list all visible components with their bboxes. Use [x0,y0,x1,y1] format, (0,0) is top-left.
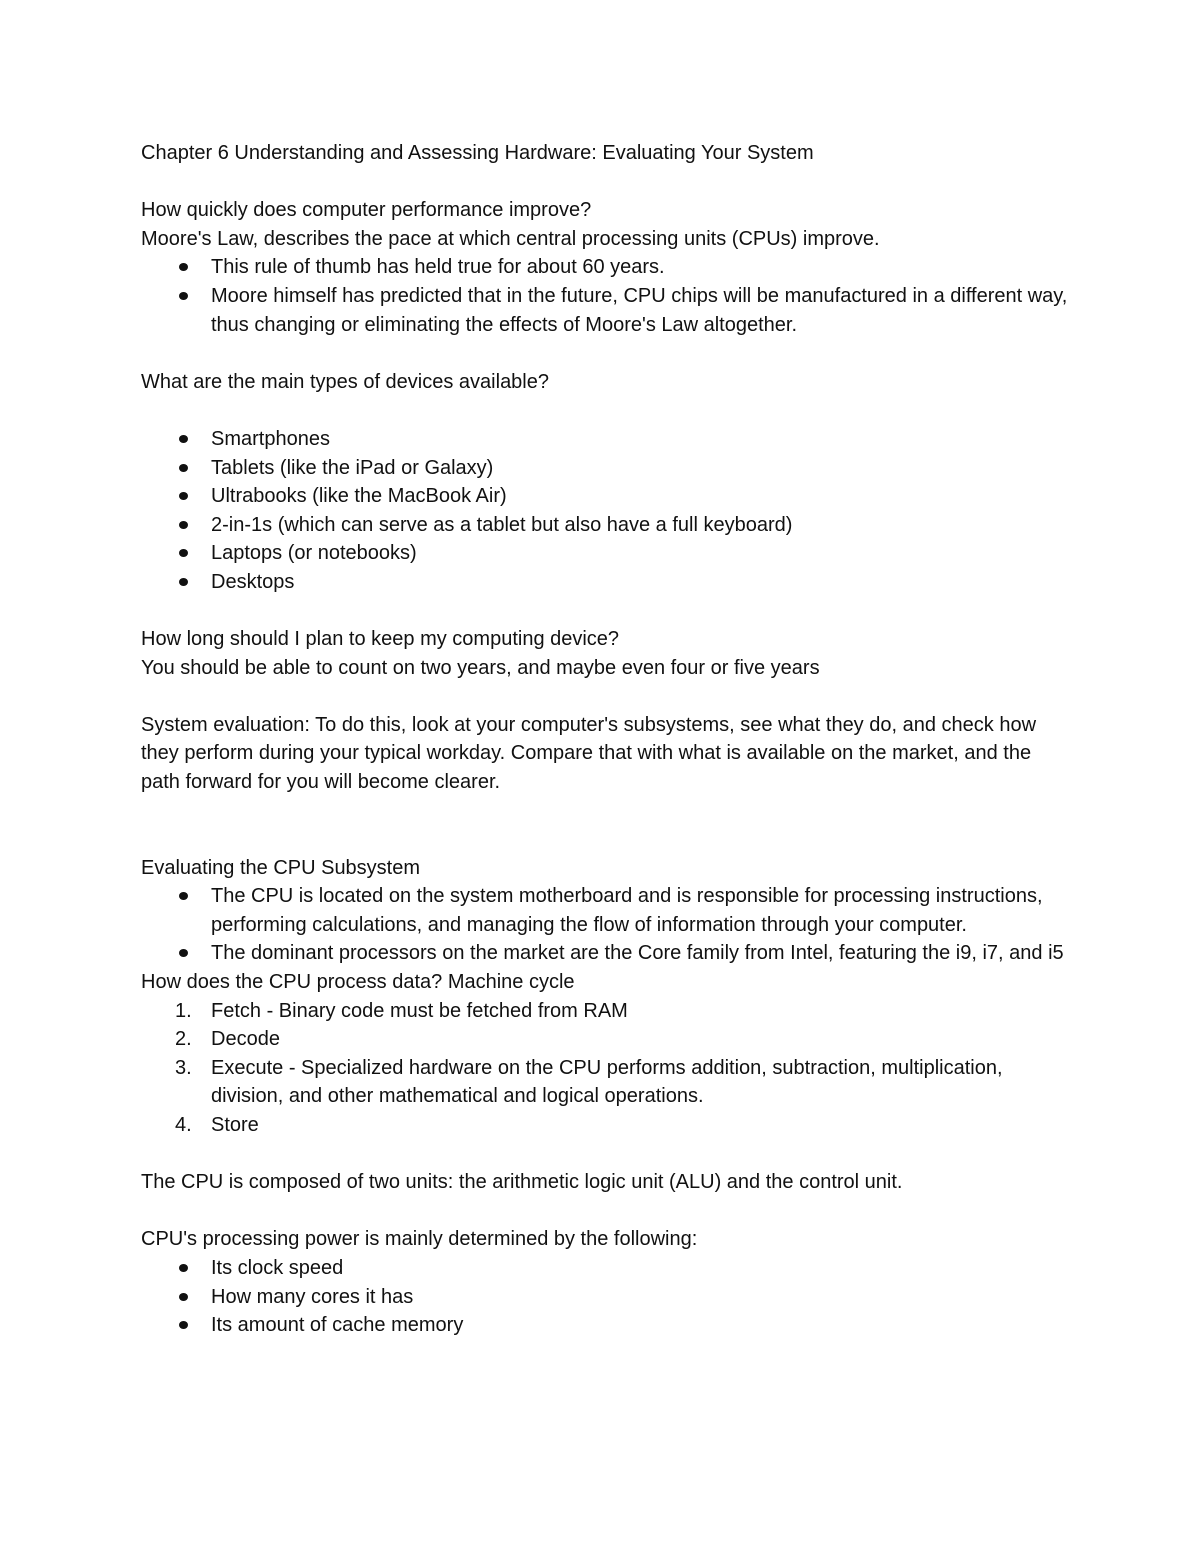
chapter-title: Chapter 6 Understanding and Assessing Hardware: Evaluating Your System [141,142,814,164]
step-number: 2. [175,1028,192,1051]
list-item: The CPU is located on the system motherboard and is responsible for processing instructions, performing calculations, and managing the flow of information through your computer. [141,882,1071,939]
step-text: Fetch - Binary code must be fetched from RAM [211,999,628,1022]
step-number: 4. [175,1114,192,1136]
devices-list [141,425,1071,597]
list-item [141,1025,1071,1054]
machine-cycle-list [141,997,1071,1140]
list-item [141,1054,1071,1111]
cpu-heading: Evaluating the CPU Subsystem [141,856,421,879]
document-page [141,139,1071,1340]
cpu-bullet-list [141,882,1071,968]
list-item: This rule of thumb has held true for about 60 years. [141,253,1071,282]
performance-answer: Moore's Law, describes the pace at which central processing units (CPUs) improve. [141,227,880,250]
system-evaluation-paragraph: System evaluation: To do this, look at your computer's subsystems, see what they do, and check how they perform during your typical workday. Compare that with what is available on the market, and the path forward for you will become clearer. [141,713,1037,794]
list-item: Its clock speed [141,1254,1071,1283]
list-item: The dominant processors on the market are the Core family from Intel, featuring the i9, i7, and i5 [141,939,1071,968]
step-text: Decode [211,1028,280,1051]
list-item [141,997,1071,1026]
cpu-power-intro: CPU's processing power is mainly determined by the following: [141,1228,698,1251]
cpu-process-question: How does the CPU process data? Machine cycle [141,971,575,994]
devices-question: What are the main types of devices available? [141,370,549,393]
performance-bullet-list [141,253,1071,339]
list-item: Moore himself has predicted that in the future, CPU chips will be manufactured in a different way, thus changing or eliminating the effects of Moore's Law altogether. [141,282,1071,339]
step-number: 1. [175,999,192,1022]
list-item [141,1111,1071,1140]
step-text: Store [211,1114,259,1136]
step-number: 3. [175,1056,192,1079]
list-item: Tablets (like the iPad or Galaxy) [141,454,1071,483]
step-text: Execute - Specialized hardware on the CPU performs addition, subtraction, multiplication, division, and other mathematical and logical operations. [211,1056,1003,1108]
list-item: 2-in-1s (which can serve as a tablet but also have a full keyboard) [141,511,1071,540]
list-item: How many cores it has [141,1283,1071,1312]
list-item: Smartphones [141,425,1071,454]
list-item: Ultrabooks (like the MacBook Air) [141,482,1071,511]
list-item: Laptops (or notebooks) [141,539,1071,568]
keep-answer: You should be able to count on two years, and maybe even four or five years [141,656,820,679]
cpu-power-list [141,1254,1071,1340]
list-item: Its amount of cache memory [141,1311,1071,1340]
keep-question: How long should I plan to keep my computing device? [141,628,620,651]
list-item: Desktops [141,568,1071,597]
performance-question: How quickly does computer performance improve? [141,199,592,222]
cpu-units-paragraph: The CPU is composed of two units: the arithmetic logic unit (ALU) and the control unit. [141,1171,903,1194]
